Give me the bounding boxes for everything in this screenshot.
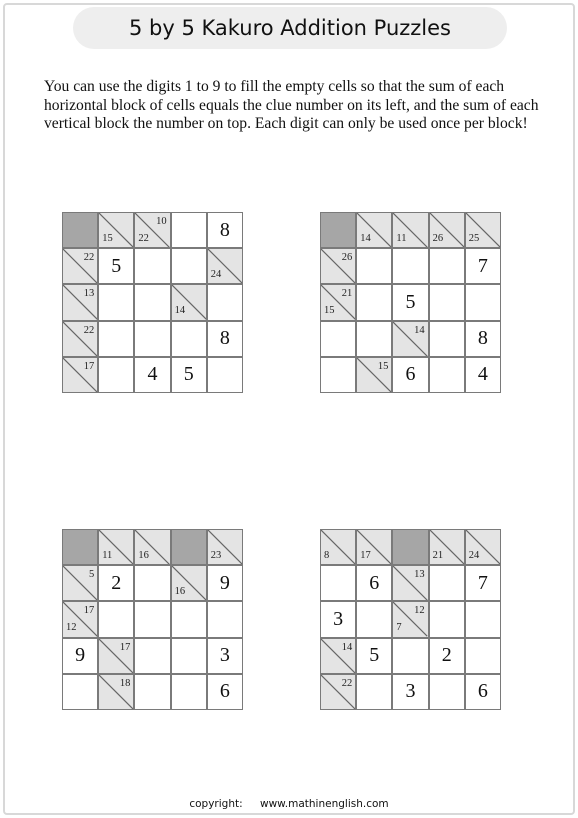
across-clue-number: 14	[414, 324, 425, 336]
given-digit-cell	[207, 565, 243, 601]
clue-cell	[320, 284, 356, 320]
given-digit: 3	[219, 644, 230, 667]
given-digit-cell	[207, 212, 243, 248]
across-clue-number: 15	[377, 360, 389, 372]
given-digit: 5	[183, 363, 194, 386]
copyright-label: copyright:	[189, 798, 243, 810]
across-clue-number: 18	[119, 677, 131, 689]
clue-cell	[465, 529, 501, 565]
clue-cell	[98, 212, 134, 248]
clue-cell	[465, 212, 501, 248]
given-digit: 9	[75, 644, 86, 667]
empty-answer-cell[interactable]	[465, 638, 501, 674]
clue-cell	[98, 638, 134, 674]
given-digit-cell	[171, 357, 207, 393]
empty-answer-cell[interactable]	[429, 248, 465, 284]
down-clue-number: 21	[432, 549, 444, 561]
blocked-cell	[392, 529, 428, 565]
clue-cell	[134, 529, 170, 565]
across-clue-number: 13	[414, 569, 425, 581]
clue-cell	[207, 529, 243, 565]
given-digit-cell	[356, 565, 392, 601]
given-digit-cell	[392, 284, 428, 320]
down-clue-number: 17	[360, 549, 371, 561]
empty-answer-cell[interactable]	[98, 357, 134, 393]
kakuro-puzzle-2	[320, 212, 501, 393]
kakuro-puzzle-4	[320, 529, 501, 710]
given-digit-cell	[207, 321, 243, 357]
across-clue-number: 17	[119, 641, 131, 653]
down-clue-number: 14	[360, 232, 371, 244]
clue-cell	[171, 284, 207, 320]
empty-answer-cell[interactable]	[356, 674, 392, 710]
given-digit-cell	[62, 638, 98, 674]
given-digit-cell	[207, 674, 243, 710]
across-clue-number: 10	[156, 216, 167, 227]
empty-answer-cell[interactable]	[429, 601, 465, 637]
clue-cell	[62, 601, 98, 637]
blocked-cell	[320, 212, 356, 248]
footer	[0, 798, 578, 810]
empty-answer-cell[interactable]	[134, 601, 170, 637]
empty-answer-cell[interactable]	[134, 284, 170, 320]
empty-answer-cell[interactable]	[207, 601, 243, 637]
empty-answer-cell[interactable]	[134, 248, 170, 284]
clue-cell	[98, 529, 134, 565]
given-digit-cell	[134, 357, 170, 393]
clue-cell	[356, 212, 392, 248]
given-digit: 4	[477, 363, 488, 386]
given-digit: 7	[477, 254, 488, 277]
empty-answer-cell[interactable]	[429, 565, 465, 601]
clue-cell	[392, 212, 428, 248]
clue-cell	[356, 529, 392, 565]
given-digit: 6	[369, 571, 380, 594]
given-digit-cell	[392, 357, 428, 393]
given-digit: 5	[369, 644, 380, 667]
given-digit-cell	[465, 248, 501, 284]
given-digit: 3	[405, 680, 416, 703]
across-clue-number: 22	[341, 677, 353, 689]
clue-cell	[392, 601, 428, 637]
empty-answer-cell[interactable]	[356, 321, 392, 357]
blocked-cell	[62, 529, 98, 565]
across-clue-number: 13	[83, 288, 95, 300]
blocked-cell	[62, 212, 98, 248]
kakuro-puzzle-1	[62, 212, 243, 393]
clue-cell	[320, 529, 356, 565]
clue-cell	[320, 248, 356, 284]
clue-cell	[62, 248, 98, 284]
clue-cell	[62, 321, 98, 357]
across-clue-number: 17	[83, 605, 95, 617]
given-digit: 9	[219, 571, 230, 594]
down-clue-number: 7	[396, 622, 402, 634]
clue-cell	[62, 357, 98, 393]
clue-cell	[62, 284, 98, 320]
given-digit: 2	[111, 571, 122, 594]
empty-answer-cell[interactable]	[62, 674, 98, 710]
empty-answer-cell[interactable]	[98, 321, 134, 357]
clue-cell	[134, 212, 170, 248]
down-clue-number: 16	[174, 585, 186, 597]
given-digit: 8	[219, 218, 230, 241]
clue-cell	[98, 674, 134, 710]
clue-cell	[392, 321, 428, 357]
given-digit-cell	[465, 674, 501, 710]
empty-answer-cell[interactable]	[429, 321, 465, 357]
down-clue-number: 15	[324, 305, 335, 317]
empty-answer-cell[interactable]	[98, 601, 134, 637]
empty-answer-cell[interactable]	[356, 248, 392, 284]
across-clue-number: 22	[83, 252, 95, 264]
empty-answer-cell[interactable]	[392, 248, 428, 284]
empty-answer-cell[interactable]	[429, 357, 465, 393]
across-clue-number: 26	[341, 252, 353, 264]
page-title	[73, 7, 507, 49]
given-digit-cell	[320, 601, 356, 637]
empty-answer-cell[interactable]	[465, 284, 501, 320]
given-digit-cell	[98, 565, 134, 601]
empty-answer-cell[interactable]	[320, 357, 356, 393]
given-digit-cell	[465, 321, 501, 357]
empty-answer-cell[interactable]	[98, 284, 134, 320]
clue-cell	[207, 248, 243, 284]
clue-cell	[62, 565, 98, 601]
given-digit: 8	[219, 327, 230, 350]
given-digit: 5	[405, 290, 416, 313]
empty-answer-cell[interactable]	[207, 284, 243, 320]
down-clue-number: 12	[66, 622, 77, 634]
given-digit-cell	[429, 638, 465, 674]
empty-answer-cell[interactable]	[134, 565, 170, 601]
title-text: 5 by 5 Kakuro Addition Puzzles	[128, 16, 452, 40]
empty-answer-cell[interactable]	[171, 248, 207, 284]
empty-answer-cell[interactable]	[171, 638, 207, 674]
given-digit: 4	[147, 363, 158, 386]
given-digit: 2	[441, 644, 452, 667]
given-digit-cell	[465, 357, 501, 393]
empty-answer-cell[interactable]	[356, 601, 392, 637]
given-digit-cell	[465, 565, 501, 601]
given-digit-cell	[392, 674, 428, 710]
empty-answer-cell[interactable]	[171, 212, 207, 248]
empty-answer-cell[interactable]	[171, 601, 207, 637]
empty-answer-cell[interactable]	[207, 357, 243, 393]
down-clue-number: 14	[174, 305, 186, 317]
clue-cell	[320, 638, 356, 674]
empty-answer-cell[interactable]	[171, 321, 207, 357]
empty-answer-cell[interactable]	[429, 284, 465, 320]
down-clue-number: 23	[210, 549, 222, 561]
down-clue-number: 25	[468, 232, 480, 244]
across-clue-number: 14	[341, 641, 353, 653]
down-clue-number: 15	[102, 232, 113, 244]
given-digit-cell	[356, 638, 392, 674]
empty-answer-cell[interactable]	[429, 674, 465, 710]
empty-answer-cell[interactable]	[134, 638, 170, 674]
given-digit: 6	[477, 680, 488, 703]
across-clue-number: 22	[83, 324, 95, 336]
instructions-text: You can use the digits 1 to 9 to fill the empty cells so that the sum of each horizontal block of cells equals the clue number on its left, and the sum of each vertical block the number on top. Each digit can only be used once per block!	[44, 78, 539, 132]
clue-cell	[392, 565, 428, 601]
given-digit: 5	[111, 254, 122, 277]
across-clue-number: 21	[341, 288, 353, 300]
down-clue-number: 16	[138, 549, 149, 561]
given-digit: 6	[219, 680, 230, 703]
clue-cell	[171, 565, 207, 601]
given-digit: 3	[333, 607, 344, 630]
empty-answer-cell[interactable]	[320, 565, 356, 601]
across-clue-number: 5	[88, 569, 95, 581]
kakuro-puzzle-3	[62, 529, 243, 710]
clue-cell	[320, 674, 356, 710]
clue-cell	[429, 212, 465, 248]
down-clue-number: 22	[138, 232, 149, 244]
clue-cell	[356, 357, 392, 393]
down-clue-number: 26	[432, 232, 444, 244]
across-clue-number: 17	[83, 360, 95, 372]
empty-answer-cell[interactable]	[356, 284, 392, 320]
given-digit: 8	[477, 327, 488, 350]
given-digit: 6	[405, 363, 416, 386]
down-clue-number: 24	[468, 549, 480, 561]
down-clue-number: 24	[210, 268, 222, 280]
down-clue-number: 8	[324, 549, 330, 561]
empty-answer-cell[interactable]	[465, 601, 501, 637]
empty-answer-cell[interactable]	[171, 674, 207, 710]
given-digit-cell	[98, 248, 134, 284]
blocked-cell	[171, 529, 207, 565]
across-clue-number: 12	[414, 605, 425, 617]
website-link[interactable]: www.mathinenglish.com	[259, 798, 389, 810]
given-digit-cell	[207, 638, 243, 674]
down-clue-number: 11	[102, 549, 113, 561]
down-clue-number: 11	[396, 232, 407, 244]
clue-cell	[429, 529, 465, 565]
given-digit: 7	[477, 571, 488, 594]
empty-answer-cell[interactable]	[392, 638, 428, 674]
empty-answer-cell[interactable]	[134, 321, 170, 357]
empty-answer-cell[interactable]	[320, 321, 356, 357]
empty-answer-cell[interactable]	[134, 674, 170, 710]
